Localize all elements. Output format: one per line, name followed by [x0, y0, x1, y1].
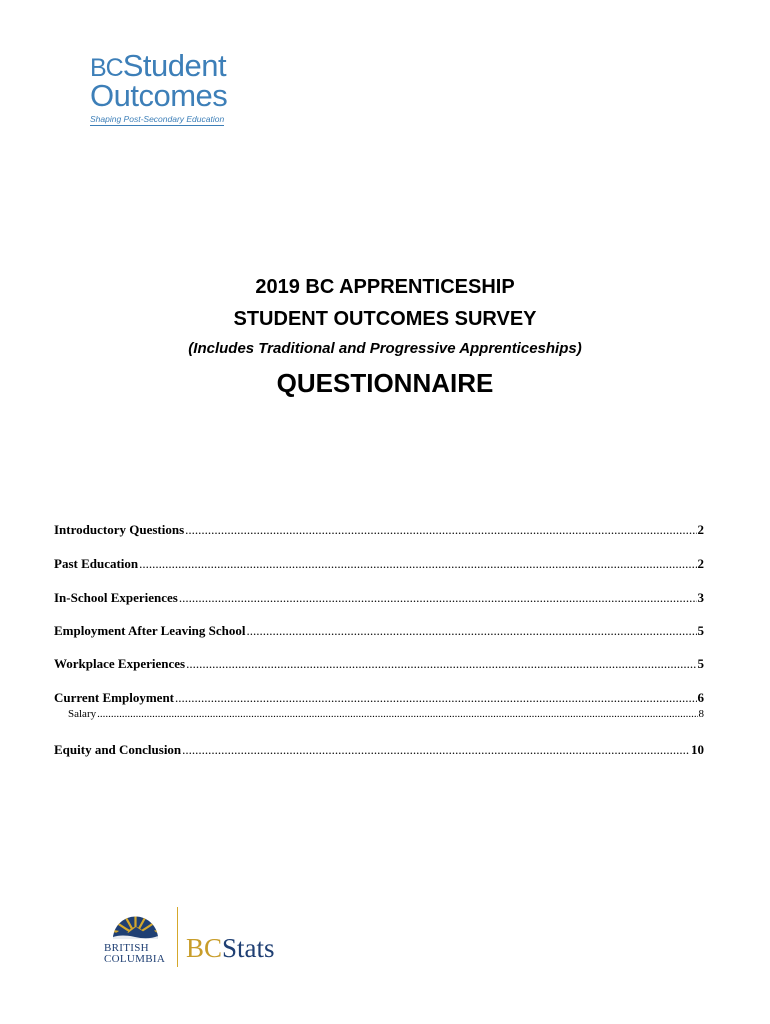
toc-entry-current-employment[interactable]: [54, 690, 704, 706]
toc-entry-label: Current Employment: [54, 690, 175, 705]
logo-tagline: Shaping Post-Secondary Education: [90, 114, 225, 124]
toc-entry-page: 6: [697, 690, 704, 705]
toc-entry-page: 2: [697, 556, 704, 571]
toc-entry-introductory-questions[interactable]: [54, 522, 704, 538]
toc-entry-page: 5: [697, 623, 704, 638]
bc-stats-logo: [100, 905, 280, 970]
toc-entry-page: 10: [691, 742, 704, 757]
logo-divider: [177, 907, 178, 967]
toc-entry-page: 3: [697, 590, 704, 605]
toc-entry-label: Employment After Leaving School: [54, 623, 246, 638]
logo-student-text: Student: [122, 48, 227, 83]
toc-entry-page: 2: [697, 522, 704, 537]
page-title: QUESTIONNAIRE: [276, 368, 494, 398]
toc-entry-label: Equity and Conclusion: [54, 742, 182, 757]
toc-entry-employment-after-leaving-school[interactable]: [54, 623, 704, 639]
toc-entry-label: Workplace Experiences: [54, 656, 186, 671]
bc-student-outcomes-logo: [90, 48, 240, 124]
toc-entry-page: 8: [698, 708, 704, 720]
toc-entry-equity-and-conclusion[interactable]: [54, 742, 704, 758]
title-line-1: 2019 BC APPRENTICESHIP: [255, 276, 515, 298]
toc-entry-page: 5: [697, 656, 704, 671]
toc-entry-salary[interactable]: [68, 708, 704, 720]
title-subtitle: (Includes Traditional and Progressive Apprenticeships): [188, 340, 582, 357]
toc-entry-label: Introductory Questions: [54, 522, 185, 537]
province-name-line-1: BRITISH: [104, 942, 149, 954]
toc-entry-in-school-experiences[interactable]: [54, 590, 704, 606]
toc-entry-label: Past Education: [54, 556, 139, 571]
bc-sun-emblem-icon: [108, 905, 163, 941]
toc-entry-label: In-School Experiences: [54, 590, 178, 605]
title-line-2: STUDENT OUTCOMES SURVEY: [233, 308, 537, 330]
bc-stats-wordmark: BCStats: [186, 933, 275, 963]
toc-entry-workplace-experiences[interactable]: [54, 656, 704, 672]
logo-bc-text: BC: [90, 54, 123, 82]
toc-entry-past-education[interactable]: [54, 556, 704, 572]
toc-entry-label: Salary: [68, 708, 97, 720]
logo-outcomes-text: Outcomes: [90, 78, 228, 113]
province-name-line-2: COLUMBIA: [104, 953, 166, 965]
